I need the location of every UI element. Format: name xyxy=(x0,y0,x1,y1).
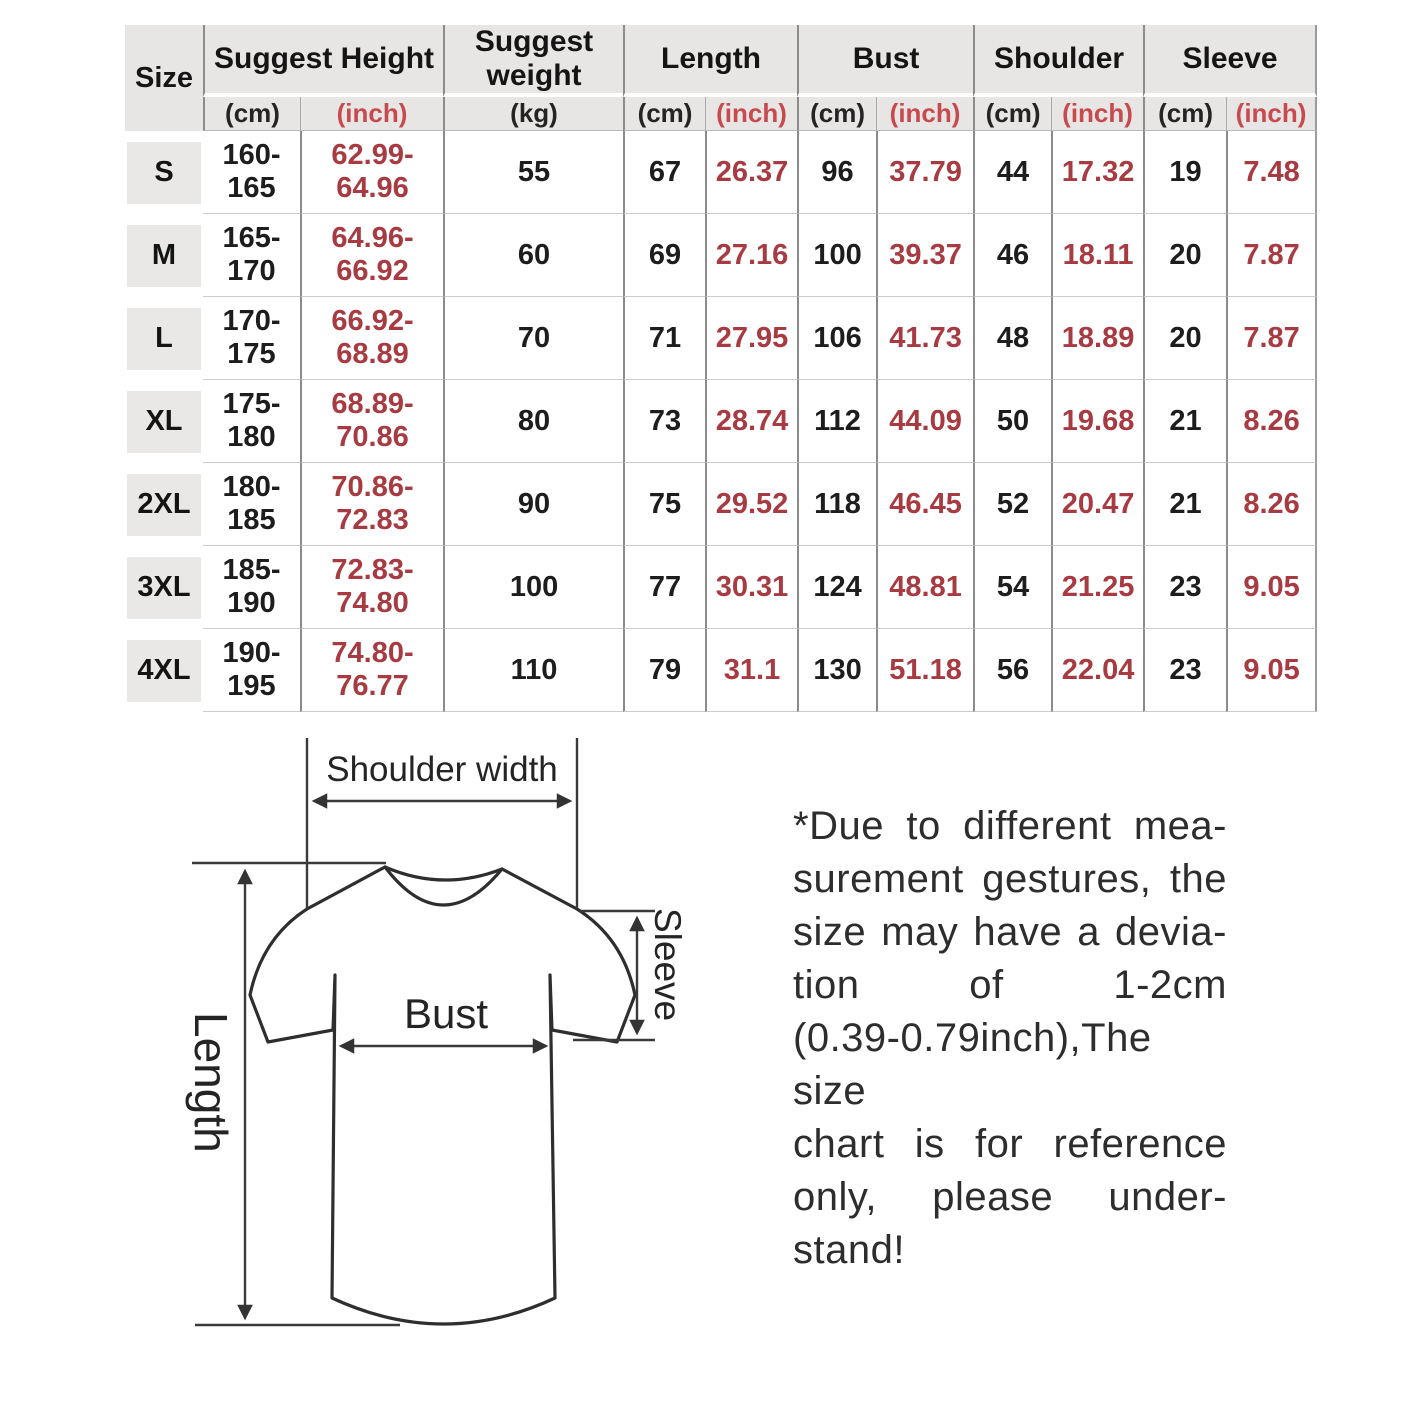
cell-shoulder-cm: 52 xyxy=(973,463,1051,546)
table-row-xl xyxy=(125,380,1317,463)
unit-shoulder-cm: (cm) xyxy=(973,97,1051,131)
cell-length-cm: 77 xyxy=(623,546,705,629)
cell-bust-inch: 48.81 xyxy=(876,546,973,629)
cell-length-cm: 71 xyxy=(623,297,705,380)
cell-sleeve-cm: 21 xyxy=(1143,463,1226,546)
unit-shoulder-inch: (inch) xyxy=(1051,97,1143,131)
cell-sleeve-inch: 8.26 xyxy=(1226,380,1317,463)
cell-bust-cm: 100 xyxy=(797,214,876,297)
cell-length-inch: 27.16 xyxy=(705,214,797,297)
cell-weight-kg: 110 xyxy=(443,629,623,712)
cell-shoulder-inch: 22.04 xyxy=(1051,629,1143,712)
header-shoulder: Shoulder xyxy=(973,25,1143,97)
bust-label: Bust xyxy=(403,990,489,1037)
unit-length-inch: (inch) xyxy=(705,97,797,131)
cell-height-cm: 170-175 xyxy=(203,297,300,380)
cell-sleeve-inch: 8.26 xyxy=(1226,463,1317,546)
cell-shoulder-cm: 56 xyxy=(973,629,1051,712)
note-line: surement gestures, the xyxy=(793,857,1227,901)
cell-sleeve-cm: 20 xyxy=(1143,297,1226,380)
cell-bust-inch: 51.18 xyxy=(876,629,973,712)
header-row-units xyxy=(125,97,1317,131)
cell-bust-cm: 96 xyxy=(797,131,876,214)
cell-weight-kg: 80 xyxy=(443,380,623,463)
cell-height-cm: 175-180 xyxy=(203,380,300,463)
cell-length-inch: 27.95 xyxy=(705,297,797,380)
cell-bust-cm: 112 xyxy=(797,380,876,463)
cell-length-cm: 75 xyxy=(623,463,705,546)
cell-sleeve-inch: 7.87 xyxy=(1226,297,1317,380)
shoulder-width-label: Shoulder width xyxy=(326,750,558,789)
cell-bust-inch: 41.73 xyxy=(876,297,973,380)
cell-shoulder-cm: 54 xyxy=(973,546,1051,629)
size-label: M xyxy=(125,214,203,297)
cell-length-inch: 28.74 xyxy=(705,380,797,463)
unit-weight-kg: (kg) xyxy=(443,97,623,131)
cell-shoulder-inch: 18.89 xyxy=(1051,297,1143,380)
cell-shoulder-cm: 50 xyxy=(973,380,1051,463)
cell-length-cm: 79 xyxy=(623,629,705,712)
unit-length-cm: (cm) xyxy=(623,97,705,131)
cell-bust-inch: 39.37 xyxy=(876,214,973,297)
cell-height-inch: 64.96-66.92 xyxy=(300,214,443,297)
size-label: 4XL xyxy=(125,629,203,712)
cell-sleeve-inch: 9.05 xyxy=(1226,629,1317,712)
unit-height-inch: (inch) xyxy=(300,97,443,131)
cell-sleeve-cm: 20 xyxy=(1143,214,1226,297)
header-length: Length xyxy=(623,25,797,97)
unit-sleeve-inch: (inch) xyxy=(1226,97,1317,131)
cell-height-inch: 68.89-70.86 xyxy=(300,380,443,463)
cell-shoulder-cm: 46 xyxy=(973,214,1051,297)
table-row-s xyxy=(125,131,1317,214)
cell-height-inch: 72.83-74.80 xyxy=(300,546,443,629)
cell-sleeve-cm: 23 xyxy=(1143,546,1226,629)
cell-height-inch: 70.86-72.83 xyxy=(300,463,443,546)
note-line: (0.39-0.79inch),The size xyxy=(793,1016,1152,1113)
disclaimer-note xyxy=(793,800,1227,1277)
sleeve-label: Sleeve xyxy=(647,908,688,1022)
cell-height-inch: 74.80-76.77 xyxy=(300,629,443,712)
cell-shoulder-cm: 44 xyxy=(973,131,1051,214)
cell-sleeve-inch: 9.05 xyxy=(1226,546,1317,629)
unit-bust-cm: (cm) xyxy=(797,97,876,131)
note-line: chart is for reference xyxy=(793,1122,1227,1166)
header-size: Size xyxy=(125,25,203,131)
cell-shoulder-inch: 19.68 xyxy=(1051,380,1143,463)
cell-sleeve-cm: 21 xyxy=(1143,380,1226,463)
unit-height-cm: (cm) xyxy=(203,97,300,131)
cell-length-inch: 26.37 xyxy=(705,131,797,214)
cell-weight-kg: 60 xyxy=(443,214,623,297)
cell-shoulder-inch: 18.11 xyxy=(1051,214,1143,297)
cell-bust-cm: 130 xyxy=(797,629,876,712)
cell-length-cm: 67 xyxy=(623,131,705,214)
header-sleeve: Sleeve xyxy=(1143,25,1317,97)
table-row-m xyxy=(125,214,1317,297)
cell-bust-inch: 37.79 xyxy=(876,131,973,214)
cell-length-inch: 29.52 xyxy=(705,463,797,546)
unit-sleeve-cm: (cm) xyxy=(1143,97,1226,131)
length-label: Length xyxy=(185,1012,237,1153)
note-line: tion of 1-2cm xyxy=(793,963,1227,1007)
header-suggest-weight: Suggest weight xyxy=(443,25,623,97)
note-line: *Due to different mea- xyxy=(793,804,1227,848)
note-line: stand! xyxy=(793,1228,905,1272)
cell-sleeve-cm: 23 xyxy=(1143,629,1226,712)
note-line: size may have a devia- xyxy=(793,910,1227,954)
header-bust: Bust xyxy=(797,25,973,97)
cell-bust-cm: 106 xyxy=(797,297,876,380)
cell-height-cm: 190-195 xyxy=(203,629,300,712)
unit-bust-inch: (inch) xyxy=(876,97,973,131)
cell-length-cm: 69 xyxy=(623,214,705,297)
cell-sleeve-inch: 7.87 xyxy=(1226,214,1317,297)
size-chart-table xyxy=(125,25,1317,712)
size-label: S xyxy=(125,131,203,214)
cell-bust-inch: 44.09 xyxy=(876,380,973,463)
size-label: 3XL xyxy=(125,546,203,629)
table-row-2xl xyxy=(125,463,1317,546)
size-label: XL xyxy=(125,380,203,463)
cell-height-cm: 165-170 xyxy=(203,214,300,297)
cell-bust-inch: 46.45 xyxy=(876,463,973,546)
cell-height-inch: 66.92-68.89 xyxy=(300,297,443,380)
cell-height-cm: 180-185 xyxy=(203,463,300,546)
cell-height-inch: 62.99-64.96 xyxy=(300,131,443,214)
header-row-groups xyxy=(125,25,1317,97)
cell-shoulder-inch: 21.25 xyxy=(1051,546,1143,629)
cell-bust-cm: 124 xyxy=(797,546,876,629)
tshirt-outline xyxy=(250,867,635,1324)
table-row-4xl xyxy=(125,629,1317,712)
size-label: L xyxy=(125,297,203,380)
cell-sleeve-cm: 19 xyxy=(1143,131,1226,214)
table-row-l xyxy=(125,297,1317,380)
size-label: 2XL xyxy=(125,463,203,546)
tshirt-diagram xyxy=(150,720,790,1365)
cell-height-cm: 185-190 xyxy=(203,546,300,629)
cell-weight-kg: 100 xyxy=(443,546,623,629)
header-suggest-height: Suggest Height xyxy=(203,25,443,97)
cell-bust-cm: 118 xyxy=(797,463,876,546)
cell-shoulder-cm: 48 xyxy=(973,297,1051,380)
cell-length-inch: 30.31 xyxy=(705,546,797,629)
cell-length-inch: 31.1 xyxy=(705,629,797,712)
cell-length-cm: 73 xyxy=(623,380,705,463)
cell-weight-kg: 55 xyxy=(443,131,623,214)
note-line: only, please under- xyxy=(793,1175,1227,1219)
cell-height-cm: 160-165 xyxy=(203,131,300,214)
table-row-3xl xyxy=(125,546,1317,629)
cell-shoulder-inch: 17.32 xyxy=(1051,131,1143,214)
cell-sleeve-inch: 7.48 xyxy=(1226,131,1317,214)
cell-weight-kg: 90 xyxy=(443,463,623,546)
cell-shoulder-inch: 20.47 xyxy=(1051,463,1143,546)
cell-weight-kg: 70 xyxy=(443,297,623,380)
